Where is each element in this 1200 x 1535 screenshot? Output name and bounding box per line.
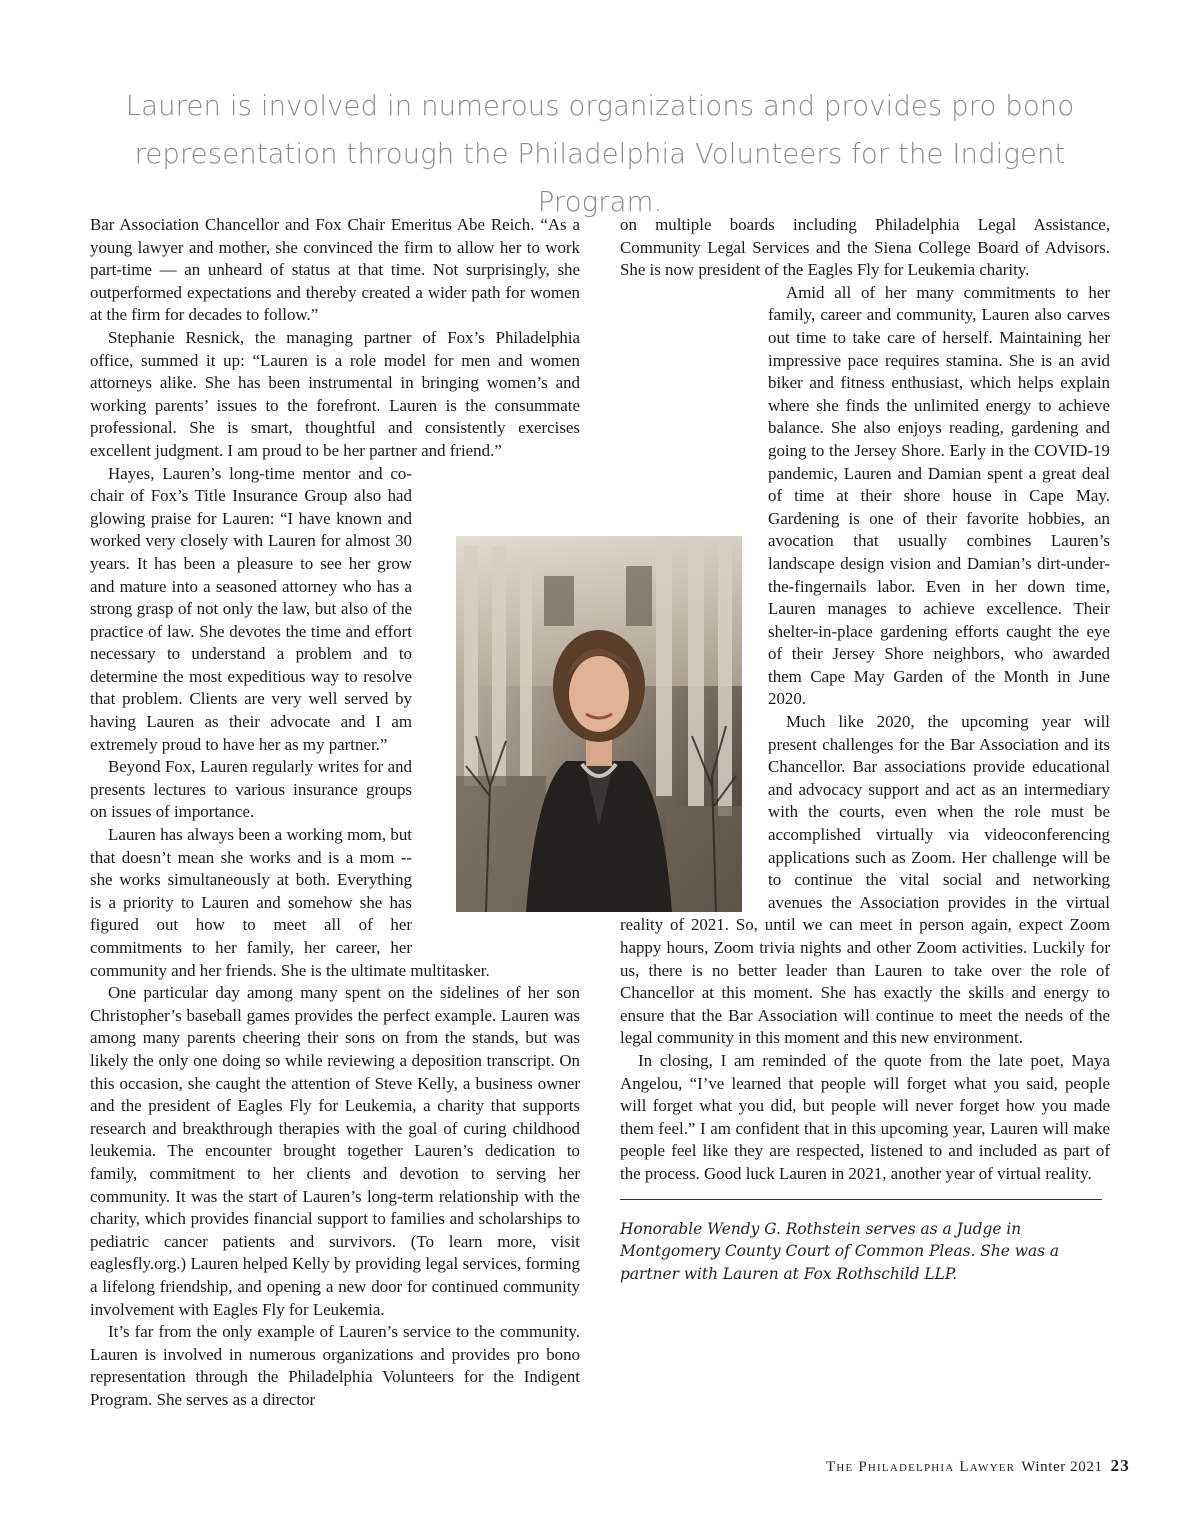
author-bio: Honorable Wendy G. Rothstein serves as a Judge in Montgomery County Court of Common Pleas. She was a partner with Lauren at Fox Rothschild LLP. <box>620 1219 1060 1283</box>
paragraph: Beyond Fox, Lauren regularly writes for and presents lectures to various insurance groups on issues of importance. <box>90 757 412 822</box>
paragraph: Bar Association Chancellor and Fox Chair Emeritus Abe Reich. “As a young lawyer and mother, she convinced the firm to allow her to work part-time — an unheard of status at that time. Not surprisingly, she outperformed expectations and thereby created a wider path for women at the firm for decades to follow.” <box>90 215 580 325</box>
paragraph-text: Amid all of her many commitments to her family, career and community, Lauren also carves out time to take care of herself. Maintaining her impressive pace requires stamina. She is an avid biker and fitness enthusiast, which helps explain where she finds the unlimited energy to achieve balance. She also enjoys reading, gardening and going to the Jersey Shore. Early in the COVID-19 pandemic, Lauren and Damian spent a great deal of time at their shore house in Cape May. Gardening is one of their favorite hobbies, an avocation that usually combines Lauren’s landscape design vision and Damian’s dirt-under-the-fingernails labor. Even in her down time, Lauren manages to achieve excellence. Their shelter-in-place gardening efforts caught the eye of their Jersey Shore neighbors, who awarded them Cape May Garden of the Month in June 2020. <box>768 282 1110 709</box>
paragraph-text: Hayes, Lauren’s long-time mentor and co-chair of Fox’s Title Insurance Group also had glowing praise for Lauren: “I have known and worked very closely with Lauren for almost 30 years. It has been a pleasure to see her grow and mature into a seasoned attorney who has a strong grasp of not only the law, but also of the practice of law. She devotes the time and effort necessary to understand a problem and to determine the most expeditious way to resolve that problem. Clients are very well served by having Lauren as their advocate and I am extremely proud to have her as my partner.” <box>90 463 412 754</box>
portrait-photo <box>456 536 742 912</box>
paragraph: on multiple boards including Philadelphia Legal Assistance, Community Legal Services and the Siena College Board of Advisors. She is now president of the Eagles Fly for Leukemia charity. <box>620 215 1110 280</box>
divider <box>620 1199 1102 1200</box>
paragraph: Much like 2020, the upcoming year will present challenges for the Bar Association and its Chancellor. Bar associations provide educational and advocacy support and act as an intermediary with the courts, even when the role must be accomplished virtually via videoconferencing applications such as Zoom. Her challenge will be to continue the vital social and networking avenues the Association provides in the virtual reality of 2021. So, until we can meet in person again, expect Zoom happy hours, Zoom trivia nights and other Zoom activities. Luckily for us, there is no better leader than Lauren to take over the role of Chancellor at this moment. She has exactly the skills and energy to ensure that the Bar Association will continue to meet the needs of the legal community in this moment and this new environment. <box>620 712 1110 1048</box>
pull-quote: Lauren is involved in numerous organizations and provides pro bono representation through the Philadelphia Volunteers for the Indigent Program. <box>125 90 1075 218</box>
paragraph: In closing, I am reminded of the quote from the late poet, Maya Angelou, “I’ve learned that people will forget what you said, people will forget what you did, but people will never forget how you made them feel.” I am confident that in this upcoming year, Lauren will make people feel like they are respected, listened to and included as part of the process. Good luck Lauren in 2021, another year of virtual reality. <box>620 1050 1110 1183</box>
issue-date: Winter 2021 <box>1021 1459 1103 1475</box>
portrait-illustration <box>456 536 742 912</box>
publication-name: The Philadelphia Lawyer <box>825 1459 1016 1475</box>
paragraph: It’s far from the only example of Lauren’s service to the community. Lauren is involved in numerous organizations and provides pro bono representation through the Philadelphia Volunteers for the Indigent Program. She serves as a director <box>90 1322 580 1409</box>
page-footer <box>826 1456 1130 1476</box>
paragraph: One particular day among many spent on the sidelines of her son Christopher’s baseball games provides the perfect example. Lauren was among many parents cheering their sons on from the stands, but was likely the only one doing so while reviewing a deposition transcript. On this occasion, she caught the attention of Steve Kelly, a business owner and the president of Eagles Fly for Leukemia, a charity that supports research and breakthrough therapies with the goal of curing childhood leukemia. The encounter brought together Lauren’s dedication to family, commitment to her clients and devotion to serving her community. It was the start of Lauren’s long-term relationship with the charity, which provides financial support to families and scholarships to pediatric cancer patients and survivors. (To learn more, visit eaglesfly.org.) Lauren helped Kelly by providing legal services, forming a lifelong friendship, and opening a new door for continued community involvement with Eagles Fly for Leukemia. <box>90 983 580 1319</box>
paragraph: Lauren has always been a working mom, but that doesn’t mean she works and is a mom -- she works simultaneously at both. Everything is a priority to Lauren and somehow she has figured out how to meet all of her commitments to her family, her career, her community and her friends. She is the ultimate multitasker. <box>90 825 490 980</box>
page-number: 23 <box>1110 1456 1130 1475</box>
paragraph: Stephanie Resnick, the managing partner of Fox’s Philadelphia office, summed it up: “Lauren is a role model for men and women attorneys alike. She has been instrumental in bringing women’s and working parents’ issues to the forefront. Lauren is the consummate professional. She is smart, thoughtful and consistently exercises excellent judgment. I am proud to be her partner and friend.” <box>90 327 580 460</box>
